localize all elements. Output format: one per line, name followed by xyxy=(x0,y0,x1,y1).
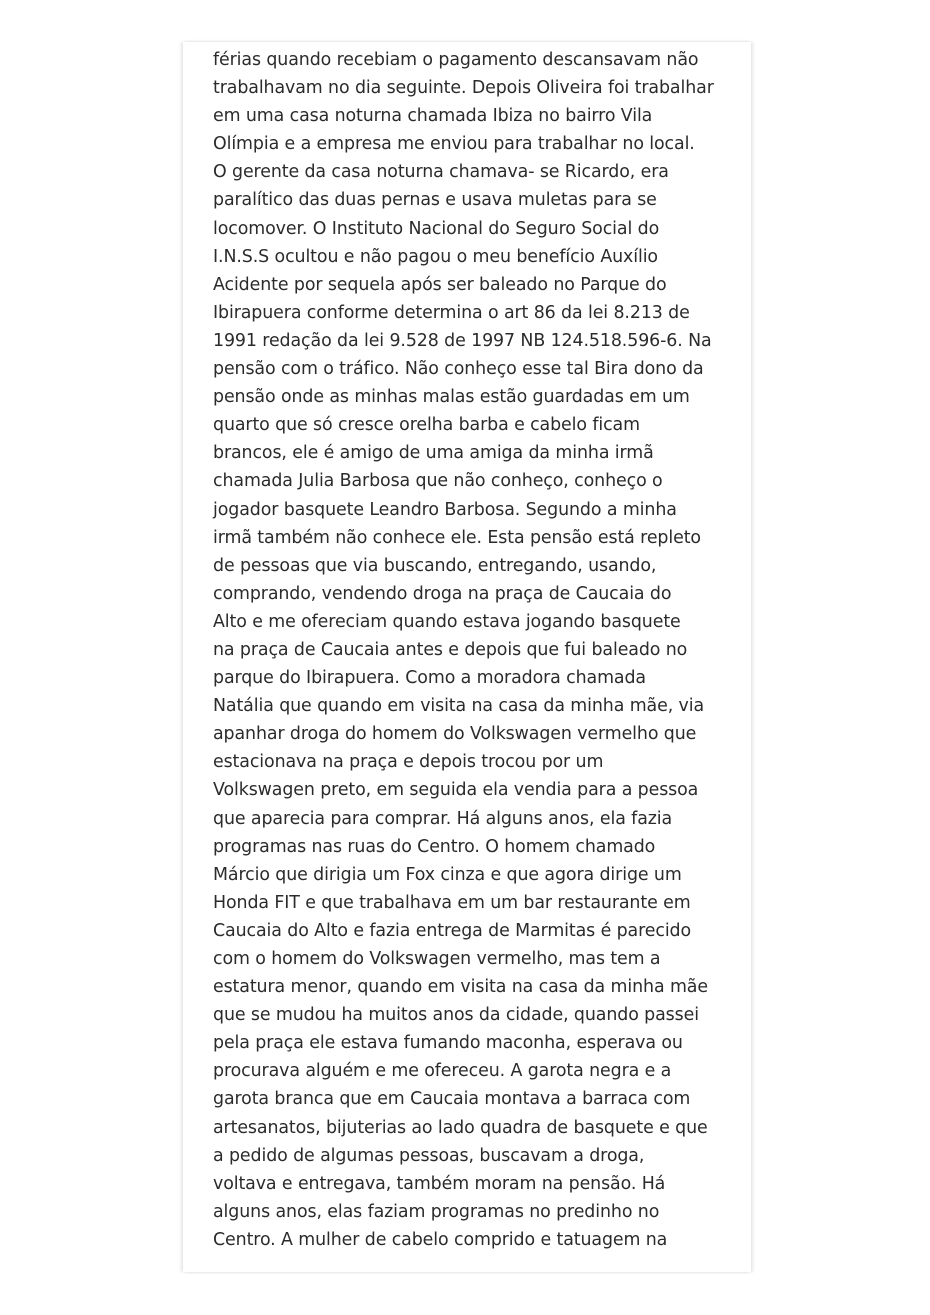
text-line: Alto e me ofereciam quando estava jogando basquete xyxy=(213,611,681,632)
text-line: 1991 redação da lei 9.528 de 1997 NB 124.518.596-6. Na xyxy=(213,330,712,351)
text-line: pensão com o tráfico. Não conheço esse tal Bira dono da xyxy=(213,359,704,380)
text-line: Ibirapuera conforme determina o art 86 da lei 8.213 de xyxy=(213,302,690,323)
text-line: férias quando recebiam o pagamento descansavam não xyxy=(213,50,699,70)
text-line: pela praça ele estava fumando maconha, esperava ou xyxy=(213,1033,683,1054)
text-line: trabalhavam no dia seguinte. Depois Oliveira foi trabalhar xyxy=(213,78,714,99)
text-line: chamada Julia Barbosa que não conheço, conheço o xyxy=(213,471,663,492)
text-line: a pedido de algumas pessoas, buscavam a droga, xyxy=(213,1145,645,1166)
text-line: artesanatos, bijuterias ao lado quadra de basquete e que xyxy=(213,1117,708,1138)
text-line: Centro. A mulher de cabelo comprido e tatuagem na xyxy=(213,1229,668,1250)
text-line: alguns anos, elas faziam programas no predinho no xyxy=(213,1201,660,1222)
text-line: que se mudou ha muitos anos da cidade, quando passei xyxy=(213,1005,699,1026)
text-line: pensão onde as minhas malas estão guardadas em um xyxy=(213,387,690,408)
text-line: apanhar droga do homem do Volkswagen vermelho que xyxy=(213,724,697,745)
text-line: brancos, ele é amigo de uma amiga da minha irmã xyxy=(213,443,654,464)
text-line: Natália que quando em visita na casa da minha mãe, via xyxy=(213,696,705,717)
text-line: Olímpia e a empresa me enviou para trabalhar no local. xyxy=(213,134,695,155)
text-line: voltava e entregava, também moram na pensão. Há xyxy=(213,1173,666,1194)
text-line: de pessoas que via buscando, entregando, usando, xyxy=(213,555,657,576)
text-line: programas nas ruas do Centro. O homem chamado xyxy=(213,836,656,857)
text-line: que aparecia para comprar. Há alguns anos, ela fazia xyxy=(213,808,673,829)
text-line: Honda FIT e que trabalhava em um bar restaurante em xyxy=(213,892,691,913)
text-line: procurava alguém e me ofereceu. A garota negra e a xyxy=(213,1061,672,1082)
text-line: Volkswagen preto, em seguida ela vendia para a pessoa xyxy=(213,780,699,801)
text-line: Márcio que dirigia um Fox cinza e que agora dirige um xyxy=(213,864,682,885)
text-line: na praça de Caucaia antes e depois que fui baleado no xyxy=(213,639,688,660)
text-line: em uma casa noturna chamada Ibiza no bairro Vila xyxy=(213,106,653,127)
body-text xyxy=(213,46,733,1254)
document-page xyxy=(183,42,751,1272)
text-line: Caucaia do Alto e fazia entrega de Marmitas é parecido xyxy=(213,920,692,941)
text-line: I.N.S.S ocultou e não pagou o meu benefício Auxílio xyxy=(213,246,658,267)
text-line: estatura menor, quando em visita na casa da minha mãe xyxy=(213,977,708,998)
text-line: paralítico das duas pernas e usava muletas para se xyxy=(213,190,657,211)
text-line: comprando, vendendo droga na praça de Caucaia do xyxy=(213,583,672,604)
text-line: locomover. O Instituto Nacional do Seguro Social do xyxy=(213,218,660,239)
text-line: Acidente por sequela após ser baleado no Parque do xyxy=(213,274,667,295)
text-line: estacionava na praça e depois trocou por um xyxy=(213,752,604,773)
text-line: jogador basquete Leandro Barbosa. Segundo a minha xyxy=(213,499,677,520)
text-line: com o homem do Volkswagen vermelho, mas tem a xyxy=(213,949,661,969)
text-line: O gerente da casa noturna chamava- se Ricardo, era xyxy=(213,162,669,183)
text-line: garota branca que em Caucaia montava a barraca com xyxy=(213,1089,691,1110)
text-line: parque do Ibirapuera. Como a moradora chamada xyxy=(213,668,646,689)
text-line: irmã também não conhece ele. Esta pensão está repleto xyxy=(213,527,701,548)
text-line: quarto que só cresce orelha barba e cabelo ficam xyxy=(213,415,640,436)
